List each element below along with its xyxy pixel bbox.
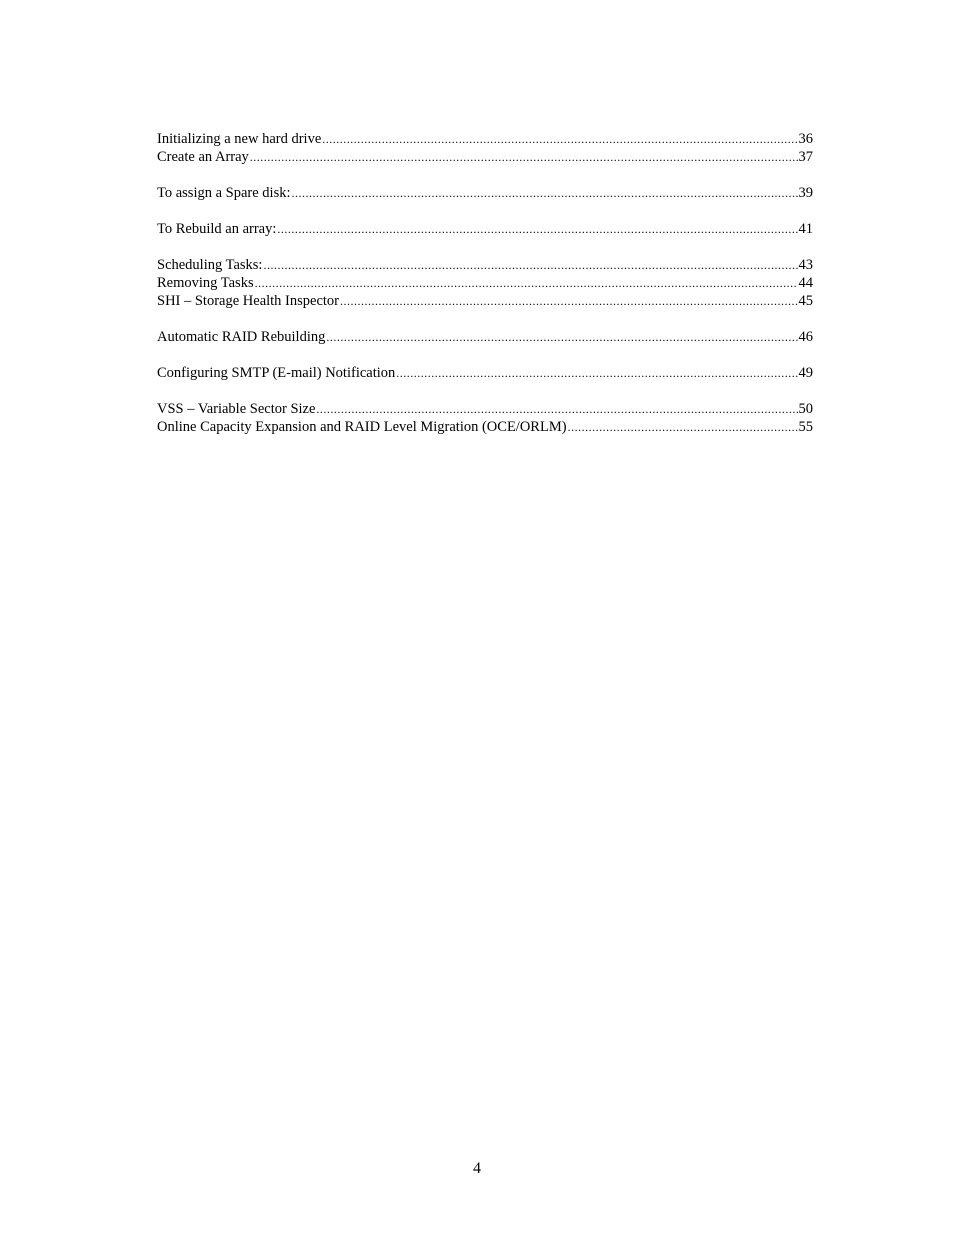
toc-entry-title: SHI – Storage Health Inspector [157, 293, 340, 309]
toc-dot-leader [250, 148, 798, 166]
toc-entry-page: 50 [798, 401, 813, 417]
toc-dot-leader [277, 220, 797, 238]
toc-dot-leader [568, 418, 798, 436]
toc-entry[interactable] [157, 400, 813, 418]
toc-dot-leader [292, 184, 798, 202]
toc-entry-title: To Rebuild an array: [157, 221, 277, 237]
toc-dot-leader [326, 328, 797, 346]
toc-entry-title: Removing Tasks [157, 275, 254, 291]
toc-entry[interactable] [157, 148, 813, 166]
toc-entry[interactable] [157, 292, 813, 310]
table-of-contents [157, 130, 813, 436]
toc-entry-page: 49 [798, 365, 813, 381]
toc-entry[interactable] [157, 256, 813, 274]
toc-dot-leader [263, 256, 797, 274]
toc-entry-title: Create an Array [157, 149, 249, 165]
toc-entry-page: 44 [798, 275, 813, 291]
toc-entry-page: 46 [798, 329, 813, 345]
toc-dot-leader [316, 400, 797, 418]
toc-entry[interactable] [157, 220, 813, 238]
toc-entry[interactable] [157, 328, 813, 346]
toc-entry-title: Initializing a new hard drive [157, 131, 322, 147]
toc-entry-page: 39 [798, 185, 813, 201]
toc-entry[interactable] [157, 364, 813, 382]
toc-entry-page: 43 [798, 257, 813, 273]
toc-dot-leader [255, 274, 798, 292]
toc-group [157, 220, 813, 238]
toc-group [157, 256, 813, 310]
toc-dot-leader [340, 292, 797, 310]
toc-entry[interactable] [157, 274, 813, 292]
toc-entry-page: 37 [798, 149, 813, 165]
toc-group [157, 400, 813, 436]
toc-entry-title: Automatic RAID Rebuilding [157, 329, 326, 345]
toc-entry-page: 55 [798, 419, 813, 435]
toc-entry-title: To assign a Spare disk: [157, 185, 291, 201]
toc-group [157, 130, 813, 166]
toc-group [157, 328, 813, 346]
toc-entry[interactable] [157, 130, 813, 148]
toc-entry-title: Configuring SMTP (E-mail) Notification [157, 365, 396, 381]
toc-dot-leader [322, 130, 797, 148]
toc-group [157, 184, 813, 202]
toc-entry-page: 41 [798, 221, 813, 237]
toc-entry-page: 36 [798, 131, 813, 147]
toc-entry[interactable] [157, 418, 813, 436]
toc-group [157, 364, 813, 382]
toc-entry-title: VSS – Variable Sector Size [157, 401, 316, 417]
toc-entry-page: 45 [798, 293, 813, 309]
toc-entry-title: Online Capacity Expansion and RAID Level Migration (OCE/ORLM) [157, 419, 567, 435]
toc-entry[interactable] [157, 184, 813, 202]
toc-dot-leader [396, 364, 797, 382]
toc-entry-title: Scheduling Tasks: [157, 257, 263, 273]
page-number: 4 [473, 1160, 481, 1177]
